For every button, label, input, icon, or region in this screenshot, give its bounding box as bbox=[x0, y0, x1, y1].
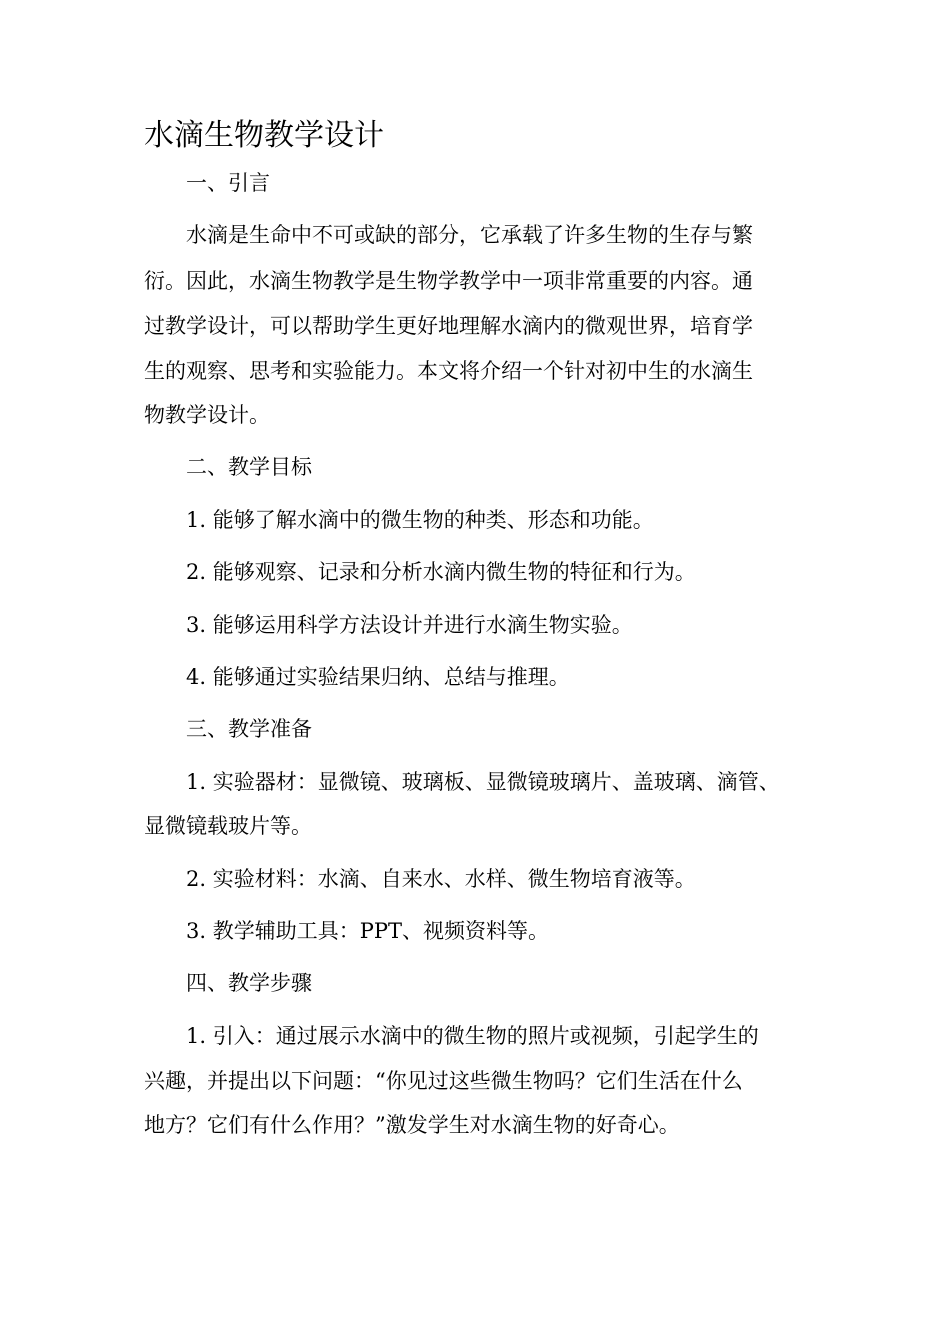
paragraph-line: 过教学设计，可以帮助学生更好地理解水滴内的微观世界，培育学 bbox=[144, 314, 753, 338]
list-item-continuation: 兴趣，并提出以下问题：“你见过这些微生物吗？它们生活在什么 bbox=[144, 1069, 743, 1093]
list-item-continuation: 地方？它们有什么作用？”激发学生对水滴生物的好奇心。 bbox=[144, 1113, 680, 1137]
paragraph-line: 水滴是生命中不可或缺的部分，它承载了许多生物的生存与繁 bbox=[186, 223, 753, 247]
paragraph-line: 生的观察、思考和实验能力。本文将介绍一个针对初中生的水滴生 bbox=[144, 359, 753, 383]
list-item: 3. 教学辅助工具：PPT、视频资料等。 bbox=[186, 919, 549, 943]
list-item: 2. 能够观察、记录和分析水滴内微生物的特征和行为。 bbox=[186, 560, 696, 584]
document-title: 水滴生物教学设计 bbox=[144, 118, 384, 153]
list-item: 3. 能够运用科学方法设计并进行水滴生物实验。 bbox=[186, 613, 633, 637]
list-item: 1. 能够了解水滴中的微生物的种类、形态和功能。 bbox=[186, 508, 654, 532]
section-heading-objectives: 二、教学目标 bbox=[186, 455, 312, 479]
paragraph-line: 物教学设计。 bbox=[144, 403, 270, 427]
section-heading-introduction: 一、引言 bbox=[186, 171, 270, 195]
list-item: 2. 实验材料：水滴、自来水、水样、微生物培育液等。 bbox=[186, 867, 696, 891]
paragraph-line: 衍。因此，水滴生物教学是生物学教学中一项非常重要的内容。通 bbox=[144, 269, 753, 293]
section-heading-steps: 四、教学步骤 bbox=[186, 971, 312, 995]
list-item: 4. 能够通过实验结果归纳、总结与推理。 bbox=[186, 665, 570, 689]
list-item: 1. 引入：通过展示水滴中的微生物的照片或视频，引起学生的 bbox=[186, 1024, 759, 1048]
list-item: 1. 实验器材：显微镜、玻璃板、显微镜玻璃片、盖玻璃、滴管、 bbox=[186, 770, 780, 794]
list-item-continuation: 显微镜载玻片等。 bbox=[144, 814, 312, 838]
section-heading-preparation: 三、教学准备 bbox=[186, 717, 312, 741]
